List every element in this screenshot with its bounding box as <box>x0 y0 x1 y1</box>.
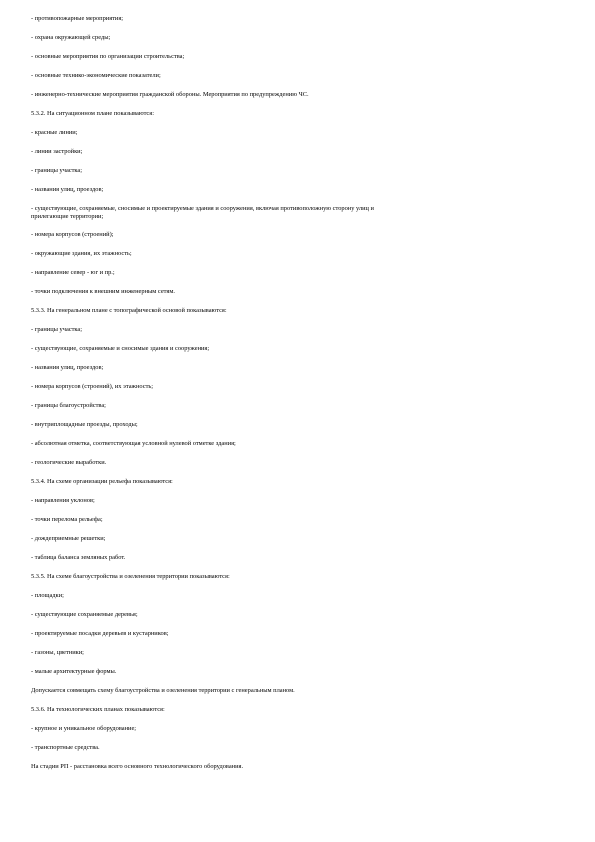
list-item: - номера корпусов (строений), их этажность; <box>31 383 154 390</box>
section-heading: 5.3.5. На схеме благоустройства и озеленения территории показываются: <box>31 573 230 580</box>
list-item: - существующие, сохраняемые и сносимые здания и сооружения; <box>31 345 210 352</box>
list-item: - таблица баланса земляных работ. <box>31 554 126 561</box>
list-item: - существующие, сохраняемые, сносимые и проектируемые здания и сооружения, включая противоположную сторону улиц и прилегающие территории; <box>31 205 374 220</box>
list-item: - газоны, цветники; <box>31 649 84 656</box>
list-item: - направление север - юг и пр.; <box>31 269 115 276</box>
list-item: - существующие сохраняемые деревья; <box>31 611 138 618</box>
list-item: - проектируемые посадки деревьев и кустарников; <box>31 630 169 637</box>
list-item: - красные линии; <box>31 129 78 136</box>
list-item: - точки подключения к внешним инженерным сетям. <box>31 288 175 295</box>
list-item: - линии застройки; <box>31 148 83 155</box>
list-item: - инженерно-технические мероприятия гражданской обороны. Мероприятия по предупреждению ЧС. <box>31 91 309 98</box>
list-item: - основные технико-экономические показатели; <box>31 72 161 79</box>
list-item: - малые архитектурные формы. <box>31 668 117 675</box>
section-heading: 5.3.3. На генеральном плане с топографической основой показываются: <box>31 307 227 314</box>
list-item: - крупное и уникальное оборудование; <box>31 725 137 732</box>
list-item: - границы участка; <box>31 167 83 174</box>
list-item: - направления уклонов; <box>31 497 95 504</box>
list-item: - названия улиц, проездов; <box>31 364 104 371</box>
list-item: - номера корпусов (строений); <box>31 231 114 238</box>
list-item: - окружающие здания, их этажность; <box>31 250 132 257</box>
paragraph: Допускается совмещать схему благоустройства и озеленения территории с генеральным планом. <box>31 687 295 694</box>
list-item: - абсолютная отметка, соответствующая условной нулевой отметке здания; <box>31 440 236 447</box>
list-item: - геологические выработки. <box>31 459 107 466</box>
list-item: - границы участка; <box>31 326 83 333</box>
list-item: - противопожарные мероприятия; <box>31 15 124 22</box>
section-heading: 5.3.4. На схеме организации рельефа показываются: <box>31 478 173 485</box>
section-heading: 5.3.6. На технологических планах показываются: <box>31 706 165 713</box>
list-item: - охрана окружающей среды; <box>31 34 111 41</box>
list-item: - точки перелома рельефа; <box>31 516 103 523</box>
list-item: - границы благоустройства; <box>31 402 106 409</box>
list-item: - площадки; <box>31 592 64 599</box>
paragraph: На стадии РП - расстановка всего основного технологического оборудования. <box>31 763 244 770</box>
list-item: - названия улиц, проездов; <box>31 186 104 193</box>
section-heading: 5.3.2. На ситуационном плане показываются: <box>31 110 154 117</box>
list-item: - основные мероприятия по организации строительства; <box>31 53 185 60</box>
list-item: - дождеприемные решетки; <box>31 535 106 542</box>
list-item: - внутриплощадные проезды, проходы; <box>31 421 138 428</box>
list-item: - транспортные средства. <box>31 744 100 751</box>
